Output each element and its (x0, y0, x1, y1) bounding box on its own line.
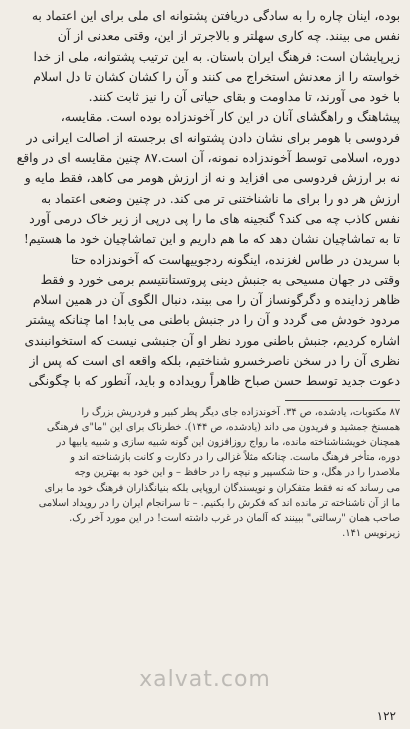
body-line: تا به تماشاچیان نشان دهد که ما هم داریم و این تماشاچیان خود ما هستیم! (23, 232, 400, 247)
body-line: نفس می بینند. چه کاری سهلتر و بالاجرتر از این، وقتی معدنی از آن (57, 29, 400, 44)
footnote-line: ما از آن ناشناخته تر مانده اند که فکرش را بکنیم. – تا سرانجام ایران را در رویداد اسلامی (38, 497, 400, 509)
body-line: نظری آن را در سخن ناصرخسرو شناختیم، بلکه واقعه ای است که پس از (29, 354, 400, 369)
footnote-line: زیرنویس ۱۴۱. (342, 528, 400, 540)
footnote-line: می رساند که نه فقط متفکران و نویسندگان اروپایی بلکه بنیانگذاران فرهنگ خود ما برای (44, 482, 400, 494)
footnote-line: دوره، متأخر فرهنگ ماست. چنانکه مثلاً غزالی را در دکارت و کانت بازشناخته اند و (70, 452, 400, 464)
body-line: ارزش هر دو را برای ما ناشناختنی تر می کند. در چنین وضعی اعتماد به (41, 191, 400, 206)
footnote-line: همسنخ جمشید و فریدون می داند (یادشده، ص ۱۴۴). خطرناک برای این "ما"ی فرهنگی (46, 421, 400, 433)
footnote-line: همچنان خویشناشناخته مانده، ما رواج روزافزون این گونه شبیه سازی و شبیه یابیها در (56, 437, 400, 449)
footnote-line: ملاصدرا را در هگل، و حتا شکسپیر و نیچه را در حافظ – و این خود به بهترین وجه (74, 467, 400, 479)
body-line: ظاهر زداینده و دگرگونساز آن را می بیند، دنبال الگوی آن در همین اسلام (32, 293, 400, 308)
body-line: با خود می آورند، تا مداومت و بقای حیاتی آن را نیز ثابت کنند. (88, 90, 400, 105)
watermark: xalvat.com (139, 667, 271, 692)
body-line: بوده، اینان چاره را به سادگی دریافتن پشتوانه ای ملی برای این اعتماد به (31, 9, 400, 23)
footnote-separator (285, 400, 400, 401)
body-line: وقتی در جهان مسیحی به جنبش دینی پروتستانتیسم برمی خورد و فقط (40, 272, 400, 287)
footnote-line: صاحب همان "رسالتی" ببینند که آلمان در غرب داشته است! در این مورد آخر رک. (69, 513, 400, 525)
page-number: ۱۲۲ (376, 709, 396, 723)
body-line: نفس کاذب چه می کند؟ گنجینه های ما را پی درپی از زیر خاک درمی آورد (29, 211, 400, 226)
body-line: دعوت جدید توسط حسن صباح ظاهراً رویداده و باید، آنطور که با چگونگی (28, 374, 400, 389)
body-line: پیشاهنگ و راهگشای آنان در این کار آخوندزاده بوده است. مقایسه، (60, 110, 400, 125)
body-line: زیرپایشان است: فرهنگ ایران باستان. به این ترتیب پشتوانه، ملی از خدا (33, 49, 400, 64)
body-line: فردوسی با هومر برای نشان دادن پشتوانه ای برجسته از اصالت ایرانی در (26, 130, 400, 145)
book-page (10, 6, 400, 723)
footnotes (10, 405, 400, 542)
footnote-line: ۸۷ مکتوبات، یادشده، ص ۳۴. آخوندزاده جای دیگر پطر کبیر و فردریش بزرگ را (81, 406, 400, 418)
body-line: با سریدن در طاس لغزنده، اینگونه ردجوییهاست که آخوندزاده حتا (70, 252, 400, 267)
body-line: اشاره کردیم، جنبش باطنی مورد نظر او آن جنبشی نیست که استخوانبندی (24, 333, 400, 348)
body-text (10, 6, 400, 392)
body-line: دوره، اسلامی توسط آخوندزاده نمونه، آن است.۸۷ چنین مقایسه ای در واقع (16, 151, 400, 166)
body-line: مردود خودش می گردد و آن را در جنبش باطنی می یابد! اما چنانکه پیشتر (26, 313, 400, 328)
body-line: نه بر ارزش فردوسی می افزاید و نه از ارزش هومر می کاهد، فقط مایه و (24, 171, 400, 186)
body-line: خواسته را از معدنش استخراج می کنند و آن را کشان کشان تا دل اسلام (33, 69, 400, 84)
